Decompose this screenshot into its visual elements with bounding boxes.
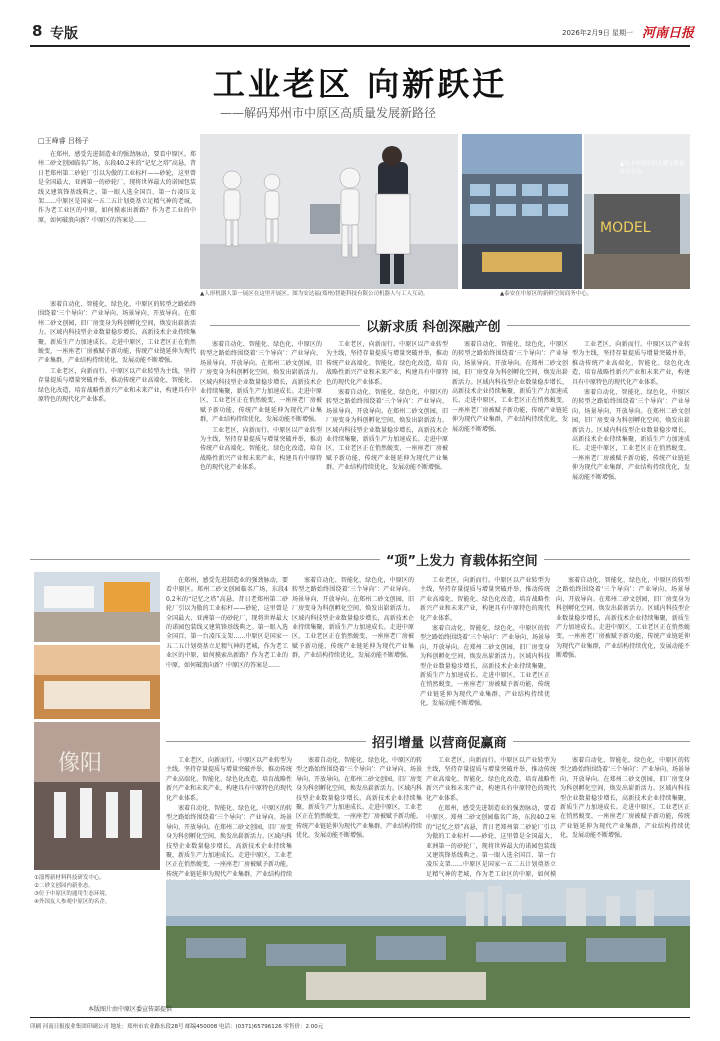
s1a-text: 塞着自动化、智能化、绿色化，中原区的转型之路始终围绕着‘三个导向’：产业导向、场景导向、开放导向。在郑州二砂文创园，旧厂房变身为科创孵化空间，焕发出崭新活力。区域内科技型企业数量稳步增长，高新技术企业持续集聚，新质生产力加速成长。走进中原区，工业老区正在悄然蜕变，一座座老厂房被赋予新功能，传统产业链延伸为现代产业集群，产业结构持续优化，发展动能不断增强。 xyxy=(200,341,322,424)
section3-col-a xyxy=(166,756,292,876)
section-band-1 xyxy=(30,314,690,336)
s1d-text: 工业老区，向新而行。中原区以产业转型为主线，坚持存量提质与增量突破并举，推动传统产业高端化、智能化、绿色化改造，培育战略性新兴产业和未来产业，构建具有中原特色的现代化产业体系。 xyxy=(572,341,690,386)
aerial-city-photo xyxy=(166,880,690,1008)
section1-col-c xyxy=(452,340,568,540)
s3c-text: 工业老区，向新而行。中原区以产业转型为主线，坚持存量提质与增量突破并举，推动传统产业高端化、智能化、绿色化改造，培育战略性新兴产业和未来产业，构建具有中原特色的现代化产业体系。 xyxy=(426,757,556,802)
left-column-2 xyxy=(38,300,196,550)
street-caption: ▲位于中原区的主题文旅街区打卡点。 xyxy=(620,161,685,175)
s2c-text: 工业老区，向新而行。中原区以产业转型为主线，坚持存量提质与增量突破并举，推动传统产业高端化、智能化、绿色化改造，培育战略性新兴产业和未来产业，构建具有中原特色的现代化产业体系。 xyxy=(420,577,550,622)
section1-col-a xyxy=(200,340,322,540)
page-footer: 印刷 河南日报报业集团印刷公司 地址：郑州市农业路东段28号 邮编450008 电话：(0371)65796126 零售价：2.00元 xyxy=(30,1024,324,1030)
street-illustration xyxy=(584,134,690,289)
fashion-photo xyxy=(34,722,160,870)
section-title-1: 以新求质 科创深融产创 xyxy=(360,316,507,335)
caption-2: ②二砂文创园内新业态。 xyxy=(34,883,94,889)
street-photo xyxy=(584,134,690,289)
article-subtitle: ——解码郑州市中原区高质量发展新路径 xyxy=(220,106,437,120)
section-band-2 xyxy=(30,548,690,570)
fashion-illustration xyxy=(34,722,160,870)
section1-col-b xyxy=(326,340,448,540)
interior-illustration-2 xyxy=(34,645,160,719)
photo-credit: 本版图片由中原区委宣传部提供 xyxy=(88,1006,173,1013)
robot-photo xyxy=(200,134,458,289)
photo-caption-list xyxy=(34,874,160,906)
section2-col-d xyxy=(556,576,690,724)
s2d-text: 塞着自动化、智能化、绿色化，中原区的转型之路始终围绕着‘三个导向’：产业导向、场景导向、开放导向。在郑州二砂文创园，旧厂房变身为科创孵化空间，焕发出崭新活力。区域内科技型企业数量稳步增长，高新技术企业持续集聚，新质生产力加速成长。走进中原区，工业老区正在悄然蜕变，一座座老厂房被赋予新功能，传统产业链延伸为现代产业集群，产业结构持续优化，发展动能不断增强。 xyxy=(556,577,690,660)
s1c-text: 塞着自动化、智能化、绿色化，中原区的转型之路始终围绕着‘三个导向’：产业导向、场景导向、开放导向。在郑州二砂文创园，旧厂房变身为科创孵化空间，焕发出崭新活力。区域内科技型企业数量稳步增长，高新技术企业持续集聚，新质生产力加速成长。走进中原区，工业老区正在悄然蜕变，一座座老厂房被赋予新功能，传统产业链延伸为现代产业集群，产业结构持续优化，发展动能不断增强。 xyxy=(452,341,568,433)
issue-date: 2026年2月9日 星期一 xyxy=(562,29,633,37)
lead-column xyxy=(38,150,196,295)
page-header xyxy=(0,0,720,46)
s2b-text: 塞着自动化、智能化、绿色化，中原区的转型之路始终围绕着‘三个导向’：产业导向、场景导向、开放导向。在郑州二砂文创园，旧厂房变身为科创孵化空间，焕发出崭新活力。区域内科技型企业数量稳步增长，高新技术企业持续集聚，新质生产力加速成长。走进中原区，工业老区正在悄然蜕变，一座座老厂房被赋予新功能，传统产业链延伸为现代产业集群，产业结构持续优化，发展动能不断增强。 xyxy=(292,577,414,660)
robot-illustration xyxy=(200,134,458,289)
s3a-text2: 塞着自动化、智能化、绿色化，中原区的转型之路始终围绕着‘三个导向’：产业导向、场景导向、开放导向。在郑州二砂文创园，旧厂房变身为科创孵化空间，焕发出崭新活力。区域内科技型企业数量稳步增长，高新技术企业持续集聚，新质生产力加速成长。走进中原区，工业老区正在悄然蜕变，一座座老厂房被赋予新功能，传统产业链延伸为现代产业集群，产业结构持续 xyxy=(166,805,293,878)
left-column-text-2: 工业老区，向新而行。中原区以产业转型为主线，坚持存量提质与增量突破并举，推动传统产业高端化、智能化、绿色化改造，培育战略性新兴产业和未来产业，构建具有中原特色的现代化产业体系。 xyxy=(38,367,196,404)
s1b-text: 工业老区，向新而行。中原区以产业转型为主线，坚持存量提质与增量突破并举，推动传统产业高端化、智能化、绿色化改造，培育战略性新兴产业和未来产业，构建具有中原特色的现代化产业体系。 xyxy=(326,341,448,386)
interior-photo-1 xyxy=(34,572,160,642)
s3b-text: 塞着自动化、智能化、绿色化，中原区的转型之路始终围绕着‘三个导向’：产业导向、场景导向、开放导向。在郑州二砂文创园，旧厂房变身为科创孵化空间，焕发出崭新活力。区域内科技型企业数量稳步增长，高新技术企业持续集聚，新质生产力加速成长。走进中原区，工业老区正在悄然蜕变，一座座老厂房被赋予新功能，传统产业链延伸为现代产业集群，产业结构持续优化，发展动能不断增强。 xyxy=(296,757,423,840)
section3-col-b xyxy=(296,756,422,876)
section-title-3: 招引增量 以营商促赢商 xyxy=(366,732,513,751)
section-title-2: “项”上发力 育载体拓空间 xyxy=(380,550,544,569)
svg-text:像阳: 像阳 xyxy=(58,751,103,776)
byline: □王峰睿 吕杨子 xyxy=(38,137,89,145)
section2-col-c xyxy=(420,576,550,724)
article-title: 工业老区 向新跃迁 xyxy=(212,65,508,103)
s1b-text2: 塞着自动化、智能化、绿色化，中原区的转型之路始终围绕着‘三个导向’：产业导向、场景导向、开放导向。在郑州二砂文创园，旧厂房变身为科创孵化空间，焕发出崭新活力。区域内科技型企业数量稳步增长，高新技术企业持续集聚，新质生产力加速成长。走进中原区，工业老区正在悄然蜕变，一座座老厂房被赋予新功能，传统产业链延伸为现代产业集群，产业结构持续优化，发展动能不断增强。 xyxy=(326,389,448,472)
s1a-text2: 工业老区，向新而行。中原区以产业转型为主线，坚持存量提质与增量突破并举，推动传统产业高端化、智能化、绿色化改造，培育战略性新兴产业和未来产业，构建具有中原特色的现代化产业体系。 xyxy=(200,426,322,472)
caption-4: ④外国友人参观中原区的名企。 xyxy=(34,899,111,905)
aerial-city-illustration xyxy=(166,880,690,1008)
building-illustration xyxy=(462,134,582,289)
svg-text:MODEL: MODEL xyxy=(600,220,651,236)
newspaper-logo: 河南日报 xyxy=(642,26,695,41)
section-name: 专版 xyxy=(50,26,78,42)
robot2-caption: ▲泰安在中原区的新鲜空间商务中心。 xyxy=(500,291,593,297)
section2-col-a xyxy=(166,576,288,724)
s2a-text: 在郑州，感受先进制造业的强劲脉动，要看中原区。郑州二砂文创园临名广场，东段40.2米的“记忆之塔”高悬，昔日老郑州第二砂轮厂引以为傲的工业标杆——砂轮，这里曾是全国最大、亚洲第一的砂轮厂，现将世界最大的诺园包装线又建筑锋基线典之。第一眼入选全国百、第一台凌压支架……中原区是国家一五二五计划奠基立足精气神的老城，作为老工业区的中原，如何摸索出新路？作为老工业的中原，如何破浪向新？中原区的答案是…… xyxy=(166,577,288,669)
robot-caption: ▲人形机器人第一展区在这里开展区。图为安达福(郑州)智能科技有限公司机器人与工人互动。 xyxy=(200,291,429,297)
s3c-text2: 在郑州，感受先进制造业的强劲脉动，要看中原区。郑州二砂文创园临名广场，东段40.2米的“记忆之塔”高悬，昔日老郑州第二砂轮厂引以为傲的工业标杆——砂轮，这里曾是全国最大、亚洲第一的砂轮厂，现将世界最大的诺园包装线又建筑锋基线典之。第一眼入选全国百、第一台凌压支架……中原区是国家一五二五计划奠基立足精气神的老城，作为老工业区的中原，如何摸 xyxy=(426,805,556,878)
section2-col-b xyxy=(292,576,414,724)
s2c-text2: 塞着自动化、智能化、绿色化，中原区的转型之路始终围绕着‘三个导向’：产业导向、场景导向、开放导向。在郑州二砂文创园，旧厂房变身为科创孵化空间，焕发出崭新活力。区域内科技型企业数量稳步增长，高新技术企业持续集聚，新质生产力加速成长。走进中原区，工业老区正在悄然蜕变，一座座老厂房被赋予新功能，传统产业链延伸为现代产业集群，产业结构持续优化，发展动能不断增强。 xyxy=(420,625,550,708)
s3a-text: 工业老区，向新而行。中原区以产业转型为主线，坚持存量提质与增量突破并举，推动传统产业高端化、智能化、绿色化改造，培育战略性新兴产业和未来产业，构建具有中原特色的现代化产业体系。 xyxy=(166,757,293,802)
section3-col-d xyxy=(560,756,690,876)
interior-photo-2 xyxy=(34,645,160,719)
section-band-3 xyxy=(166,730,690,752)
header-rule xyxy=(30,45,690,47)
building-photo xyxy=(462,134,582,289)
s3d-text: 塞着自动化、智能化、绿色化，中原区的转型之路始终围绕着‘三个导向’：产业导向、场景导向、开放导向。在郑州二砂文创园，旧厂房变身为科创孵化空间，焕发出崭新活力。区域内科技型企业数量稳步增长，高新技术企业持续集聚，新质生产力加速成长。走进中原区，工业老区正在悄然蜕变，一座座老厂房被赋予新功能，传统产业链延伸为现代产业集群，产业结构持续优化，发展动能不断增强。 xyxy=(560,757,690,840)
section3-col-c xyxy=(426,756,556,876)
caption-1: ①淄博新材料科技研发中心。 xyxy=(34,875,105,881)
interior-illustration-1 xyxy=(34,572,160,642)
s1d-text2: 塞着自动化、智能化、绿色化，中原区的转型之路始终围绕着‘三个导向’：产业导向、场景导向、开放导向。在郑州二砂文创园，旧厂房变身为科创孵化空间，焕发出崭新活力。区域内科技型企业数量稳步增长，高新技术企业持续集聚，新质生产力加速成长。走进中原区，工业老区正在悄然蜕变，一座座老厂房被赋予新功能，传统产业链延伸为现代产业集群，产业结构持续优化，发展动能不断增强。 xyxy=(572,389,690,481)
left-column-text: 塞着自动化、智能化、绿色化，中原区的转型之路始终围绕着‘三个导向’：产业导向、场景导向、开放导向。在郑州二砂文创园，旧厂房变身为科创孵化空间，焕发出崭新活力。区域内科技型企业数量稳步增长，高新技术企业持续集聚，新质生产力加速成长。走进中原区，工业老区正在悄然蜕变，一座座老厂房被赋予新功能，传统产业链延伸为现代产业集群，产业结构持续优化，发展动能不断增强。 xyxy=(38,301,196,365)
lead-text: 在郑州，感受先进制造业的强劲脉动，要看中原区。郑州二砂文创园临名广场，东段40.2米的“记忆之塔”高悬，昔日老郑州第二砂轮厂引以为傲的工业标杆——砂轮，这里曾是全国最大、亚洲第一的砂轮厂，现将世界最大的诺园包装线又建筑锋基线典之。第一眼入选全国百、第一台凌压支架……中原区是国家一五二五计划奠基立足精气神的老城，作为老工业区的中原，如何摸索出新路？作为老工业的中原，如何破浪向新？中原区的答案是…… xyxy=(38,151,196,224)
footer-rule xyxy=(30,1017,690,1018)
caption-3: ③位于中原区的通用生态环境。 xyxy=(34,891,111,897)
section1-col-d xyxy=(572,340,690,540)
page-number: 8 xyxy=(32,22,43,40)
